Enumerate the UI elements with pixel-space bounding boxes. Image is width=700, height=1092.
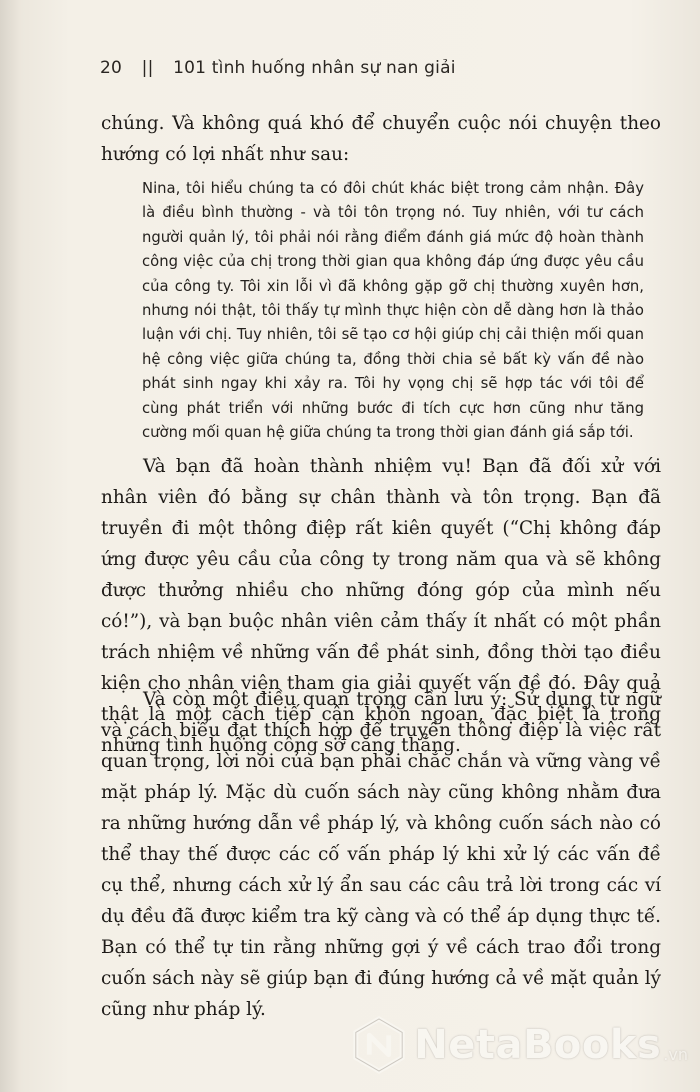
book-title: 101 tình huống nhân sự nan giải	[173, 58, 456, 78]
page-number: 20	[100, 58, 123, 78]
paragraph-2-text: Và bạn đã hoàn thành nhiệm vụ! Bạn đã đối xử với nhân viên đó bằng sự chân thành và tôn trọng. Bạn đã truyền đi một thông điệp rất kiên quyết (“Chị không đáp ứng được yêu cầu của công ty trong năm qua và sẽ không được thưởng nhiều cho những đóng góp của mình nếu có!”), và bạn buộc nhân viên cảm thấy ít nhất có một phần trách nhiệm về những vấn đề phát sinh, đồng thời tạo điều kiện cho nhân viên tham gia giải quyết vấn đề đó. Đây quả thật là một cách tiếp cận khôn ngoan, đặc biệt là trong những tình huống công sở căng thẳng.	[101, 456, 661, 756]
netabooks-logo-icon	[350, 1016, 408, 1074]
watermark-brand: NetaBooks	[414, 1022, 662, 1068]
watermark	[350, 1016, 688, 1074]
quoted-dialogue	[142, 177, 644, 445]
paragraph-3	[101, 684, 661, 1025]
paragraph-3-text: Và còn một điều quan trọng cần lưu ý: Sử dụng từ ngữ và cách biểu đạt thích hợp để truyền thông điệp là việc rất quan trọng, lời nói của bạn phải chắc chắn và vững vàng về mặt pháp lý. Mặc dù cuốn sách này cũng không nhằm đưa ra những hướng dẫn về pháp lý, và không cuốn sách nào có thể thay thế được các cố vấn pháp lý khi xử lý các vấn đề cụ thể, nhưng cách xử lý ẩn sau các câu trả lời trong các ví dụ đều đã được kiểm tra kỹ càng và có thể áp dụng thực tế. Bạn có thể tự tin rằng những gợi ý về cách trao đổi trong cuốn sách này sẽ giúp bạn đi đúng hướng cả về mặt quản lý cũng như pháp lý.	[101, 689, 661, 1020]
intro-paragraph-text: chúng. Và không quá khó để chuyển cuộc nói chuyện theo hướng có lợi nhất như sau:	[101, 113, 661, 165]
quoted-dialogue-text: Nina, tôi hiểu chúng ta có đôi chút khác biệt trong cảm nhận. Đây là điều bình thường - và tôi tôn trọng nó. Tuy nhiên, với tư cách người quản lý, tôi phải nói rằng điểm đánh giá mức độ hoàn thành công việc của chị trong thời gian qua không đáp ứng được yêu cầu của công ty. Tôi xin lỗi vì đã không gặp gỡ chị thường xuyên hơn, nhưng nói thật, tôi thấy tự mình thực hiện còn dễ dàng hơn là thảo luận với chị. Tuy nhiên, tôi sẽ tạo cơ hội giúp chị cải thiện mối quan hệ công việc giữa chúng ta, đồng thời chia sẻ bất kỳ vấn đề nào phát sinh ngay khi xảy ra. Tôi hy vọng chị sẽ hợp tác với tôi để cùng phát triển với những bước đi tích cực hơn cũng như tăng cường mối quan hệ giữa chúng ta trong thời gian đánh giá sắp tới.	[142, 180, 644, 442]
intro-paragraph	[101, 108, 661, 170]
header-separator: ||	[141, 58, 154, 78]
watermark-suffix: .vn	[663, 1045, 688, 1064]
running-header	[100, 58, 456, 78]
